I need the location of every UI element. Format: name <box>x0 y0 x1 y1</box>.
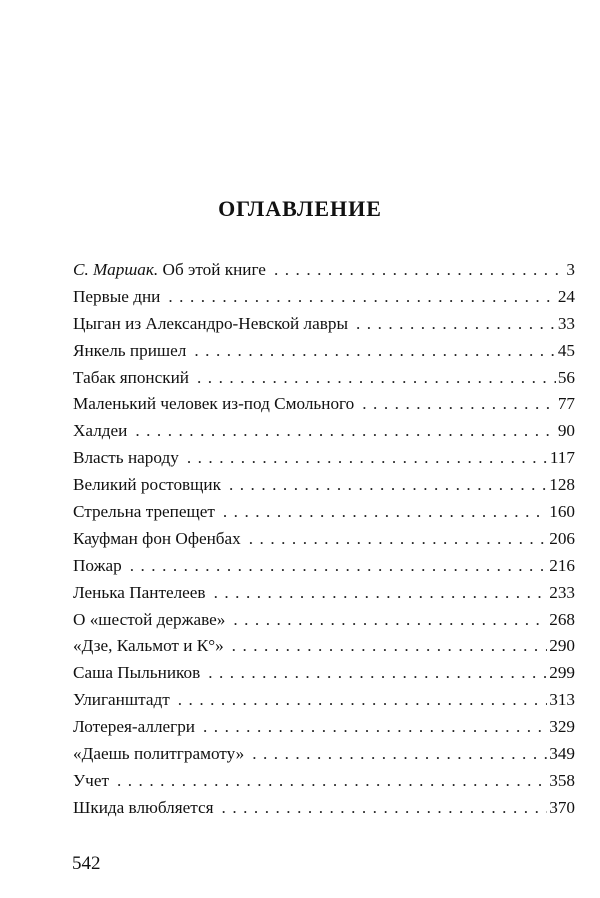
dot-leader <box>203 714 547 741</box>
toc-entry-title <box>73 714 195 741</box>
toc-entry-title <box>73 391 354 418</box>
toc-entry-page: 45 <box>557 340 575 360</box>
toc-entry-title <box>73 365 189 392</box>
toc-entry-page: 77 <box>557 394 575 414</box>
toc-entry <box>73 714 575 741</box>
dot-leader <box>178 687 547 714</box>
toc-entry <box>73 365 575 392</box>
toc-entry-page: 117 <box>549 448 575 468</box>
toc-entry <box>73 284 575 311</box>
toc-entry-title <box>73 418 127 445</box>
toc-entry <box>73 607 575 634</box>
toc-entry-title <box>73 633 224 660</box>
page-title: ОГЛАВЛЕНИЕ <box>218 196 382 221</box>
dot-leader <box>232 633 548 660</box>
toc-entry-page: 216 <box>549 555 575 575</box>
toc-entry-title <box>73 553 122 580</box>
toc-entry-page: 233 <box>549 582 575 602</box>
toc-entry-title-text: «Даешь политграмоту» <box>73 744 245 764</box>
toc-entry <box>73 418 575 445</box>
toc-entry-title <box>73 311 348 338</box>
toc-entry-title-text: Маленький человек из-под Смольного <box>73 394 355 414</box>
toc-entry <box>73 660 575 687</box>
toc-entry-title <box>73 499 215 526</box>
toc-entry-title-text: Улиганштадт <box>73 690 170 710</box>
toc-entry-page: 206 <box>549 528 575 548</box>
toc-entry-title-text: Стрельна трепещет <box>73 502 215 522</box>
toc-entry <box>73 580 575 607</box>
toc-entry-title-text: Пожар <box>73 555 122 575</box>
toc-entry <box>73 472 575 499</box>
toc-entry-page: 33 <box>557 313 575 333</box>
toc-entry-title-text: Халдеи <box>73 421 128 441</box>
toc-entry-title-text: О «шестой державе» <box>73 609 226 629</box>
toc-entry-title-text: Учет <box>73 770 109 790</box>
toc-entry-title-text: «Дзе, Кальмот и К°» <box>73 636 224 656</box>
dot-leader <box>274 257 564 284</box>
toc-entry-title-text: Великий ростовщик <box>73 475 221 495</box>
dot-leader <box>130 553 548 580</box>
dot-leader <box>208 660 547 687</box>
table-of-contents <box>73 257 575 822</box>
toc-entry-title-text: Кауфман фон Офенбах <box>73 528 241 548</box>
toc-entry-title-text: Саша Пыльников <box>73 663 201 683</box>
page-number: 542 <box>72 853 101 874</box>
toc-entry <box>73 795 575 822</box>
toc-entry <box>73 768 575 795</box>
dot-leader <box>223 499 547 526</box>
dot-leader <box>222 795 548 822</box>
toc-entry <box>73 741 575 768</box>
toc-entry-page: 349 <box>549 744 575 764</box>
toc-entry-author: С. Маршак. <box>73 260 159 279</box>
dot-leader <box>194 338 555 365</box>
toc-entry-page: 3 <box>566 260 575 279</box>
toc-entry-title <box>73 607 225 634</box>
toc-entry-page: 299 <box>549 663 575 683</box>
toc-entry-title <box>73 284 160 311</box>
dot-leader <box>214 580 548 607</box>
toc-entry-title-text: Ленька Пантелеев <box>73 582 206 602</box>
dot-leader <box>362 391 556 418</box>
toc-entry <box>73 445 575 472</box>
toc-entry-title <box>73 257 266 284</box>
toc-entry-title <box>73 660 200 687</box>
dot-leader <box>117 768 547 795</box>
toc-entry-title <box>73 687 170 714</box>
toc-entry-title-text: Шкида влюбляется <box>73 797 214 817</box>
dot-leader <box>356 311 556 338</box>
toc-entry-title-text: Цыган из Александро-Невской лавры <box>73 313 348 333</box>
toc-entry <box>73 311 575 338</box>
toc-entry-page: 90 <box>557 421 575 441</box>
toc-entry-page: 56 <box>557 367 575 387</box>
toc-entry <box>73 687 575 714</box>
toc-entry-page: 128 <box>549 475 575 495</box>
toc-entry-page: 370 <box>549 797 575 817</box>
toc-entry-title-text: Первые дни <box>73 286 161 306</box>
toc-entry-title <box>73 768 109 795</box>
toc-entry-title-text: Об этой книге <box>158 260 266 279</box>
toc-entry-title <box>73 472 221 499</box>
toc-entry <box>73 338 575 365</box>
toc-entry <box>73 499 575 526</box>
toc-entry-title <box>73 338 186 365</box>
toc-entry <box>73 391 575 418</box>
toc-entry <box>73 633 575 660</box>
dot-leader <box>187 445 548 472</box>
toc-entry-page: 268 <box>549 609 575 629</box>
dot-leader <box>197 365 556 392</box>
dot-leader <box>252 741 547 768</box>
toc-entry-title-text: Табак японский <box>73 367 189 387</box>
toc-entry-page: 290 <box>549 636 575 656</box>
toc-entry-page: 24 <box>557 286 575 306</box>
toc-entry-title-text: Лотерея-аллегри <box>73 717 195 737</box>
toc-entry-title <box>73 580 206 607</box>
toc-entry-page: 358 <box>549 770 575 790</box>
toc-entry-title <box>73 741 244 768</box>
dot-leader <box>135 418 555 445</box>
toc-entry-title <box>73 526 241 553</box>
dot-leader <box>233 607 547 634</box>
toc-entry <box>73 526 575 553</box>
dot-leader <box>249 526 547 553</box>
toc-entry-page: 160 <box>549 502 575 522</box>
toc-entry <box>73 257 575 284</box>
toc-entry-page: 313 <box>549 690 575 710</box>
toc-entry <box>73 553 575 580</box>
dot-leader <box>168 284 555 311</box>
dot-leader <box>229 472 547 499</box>
toc-entry-title-text: Янкель пришел <box>73 340 187 360</box>
toc-entry-title <box>73 795 214 822</box>
toc-entry-page: 329 <box>549 717 575 737</box>
toc-entry-title-text: Власть народу <box>73 448 179 468</box>
toc-entry-title <box>73 445 179 472</box>
